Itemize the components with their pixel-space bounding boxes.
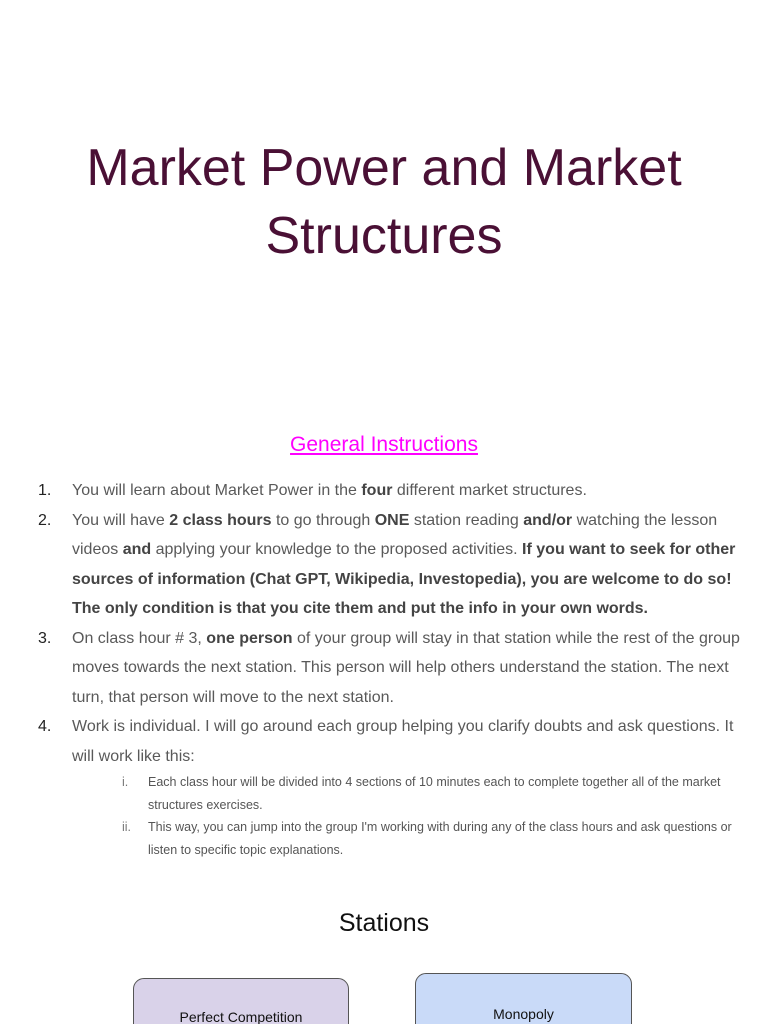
instruction-bold-text: one person	[206, 629, 293, 647]
list-number: 2.	[38, 511, 52, 529]
sub-instruction-item-ii	[72, 816, 754, 861]
instruction-text: watching the lesson videos	[72, 511, 718, 558]
list-number: i.	[122, 775, 129, 789]
document-title-line-1: Market Power and Market	[86, 139, 682, 197]
instruction-bold-text: and/or	[523, 511, 573, 529]
station-label: Monopoly	[493, 1006, 554, 1022]
stations-heading: Stations	[338, 909, 430, 937]
instruction-text: You will learn about Market Power in the	[72, 482, 362, 499]
document-title	[0, 134, 768, 270]
instruction-bold-text: 2 class hours	[169, 511, 272, 529]
instruction-text: You will have	[72, 511, 170, 529]
station-box-perfect-competition[interactable]	[133, 978, 349, 1024]
instruction-sublist	[72, 771, 754, 861]
instruction-text: Work is individual. I will go around each group helping you clarify doubts and ask questions. It will work like this:	[72, 718, 734, 765]
instruction-item-3	[0, 624, 768, 713]
instruction-item-2	[0, 506, 768, 624]
station-label: Perfect Competition	[179, 1009, 303, 1024]
list-number: 1.	[38, 482, 52, 499]
list-number: ii.	[122, 820, 132, 834]
instruction-item-1	[0, 476, 768, 506]
instruction-text: of your group will stay in that station while the rest of the group moves towards the next station. This person will help others understand the station. The next turn, that person will move to the next station.	[72, 629, 740, 706]
station-box-monopoly[interactable]	[415, 973, 632, 1024]
general-instructions-heading[interactable]: General Instructions	[290, 433, 478, 456]
instruction-bold-text: If you want to seek for other sources of information (Chat GPT, Wikipedia, Investopedia), you are welcome to do so! The only condition is that you cite them and put the info in your own words.	[72, 541, 736, 617]
list-number: 3.	[38, 629, 52, 647]
instruction-text: On class hour # 3,	[72, 629, 207, 647]
instruction-text: to go through	[271, 511, 375, 529]
instruction-bold-text: four	[361, 482, 393, 499]
sub-instruction-text: Each class hour will be divided into 4 sections of 10 minutes each to complete together all of the market structures exercises.	[148, 775, 721, 812]
instruction-text: applying your knowledge to the proposed activities.	[151, 541, 523, 558]
document-title-line-2: Structures	[265, 207, 503, 265]
instruction-bold-text: ONE	[374, 511, 410, 529]
instruction-text: different market structures.	[392, 482, 587, 499]
sub-instruction-item-i	[72, 771, 754, 816]
sub-instruction-text: This way, you can jump into the group I'm working with during any of the class hours and ask questions or listen to specific topic explanations.	[148, 820, 732, 857]
list-number: 4.	[38, 718, 52, 735]
instructions-list	[0, 476, 768, 861]
instruction-text: station reading	[409, 511, 524, 529]
instruction-item-4	[0, 712, 768, 861]
instruction-bold-text: and	[122, 541, 152, 558]
